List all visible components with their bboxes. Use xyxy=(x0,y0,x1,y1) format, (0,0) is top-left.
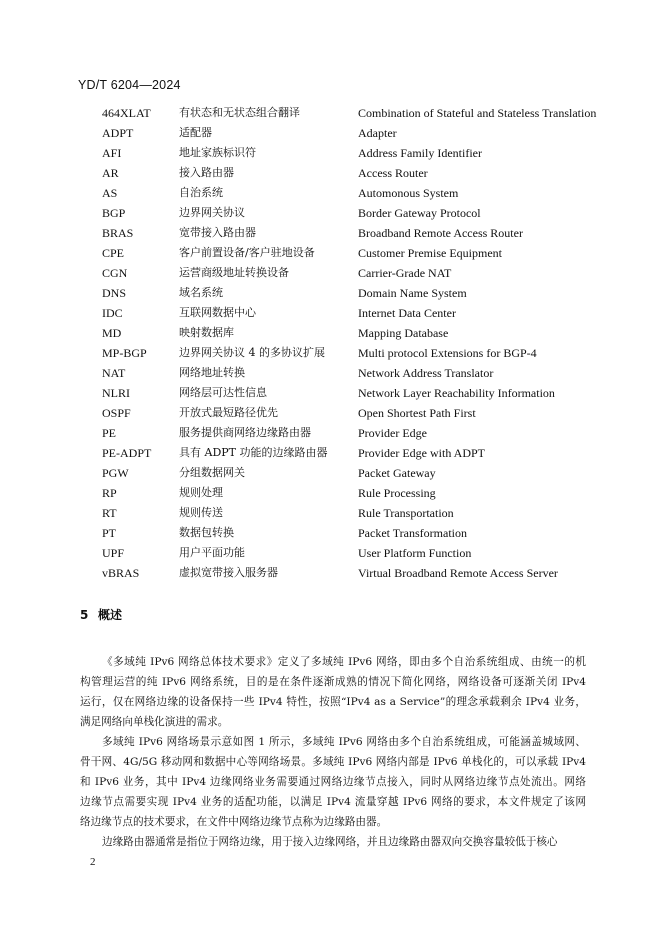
abbreviation-row xyxy=(102,563,622,583)
abbreviation-english-term: Rule Transportation xyxy=(358,506,454,520)
abbreviation-chinese-term: 域名系统 xyxy=(179,286,223,299)
paragraph-line: 和 IPv6 业务，其中 IPv4 边缘网络业务需要通过网络边缘节点接入，同时从网络边缘节点处流出。网络 xyxy=(80,776,586,788)
abbreviation-english-term: Provider Edge xyxy=(358,426,427,440)
abbreviation-chinese-term: 接入路由器 xyxy=(179,166,234,179)
abbreviation-row xyxy=(102,303,622,323)
abbreviation-table xyxy=(102,103,622,583)
abbreviation-row xyxy=(102,523,622,543)
abbreviation-chinese-term: 宽带接入路由器 xyxy=(179,226,256,239)
abbreviation-code: RT xyxy=(102,506,117,520)
abbreviation-code: OSPF xyxy=(102,406,131,420)
abbreviation-code: PT xyxy=(102,526,117,540)
abbreviation-chinese-term: 开放式最短路径优先 xyxy=(179,406,278,419)
abbreviation-english-term: Network Layer Reachability Information xyxy=(358,386,555,400)
paragraph-line: 多域纯 IPv6 网络场景示意如图 1 所示，多域纯 IPv6 网络由多个自治系统组成，可能涵盖城域网、 xyxy=(102,736,586,748)
abbreviation-row xyxy=(102,263,622,283)
abbreviation-chinese-term: 运营商级地址转换设备 xyxy=(179,266,289,279)
abbreviation-row xyxy=(102,243,622,263)
abbreviation-code: PE xyxy=(102,426,117,440)
section-heading xyxy=(80,606,122,623)
abbreviation-row xyxy=(102,123,622,143)
abbreviation-english-term: Customer Premise Equipment xyxy=(358,246,502,260)
abbreviation-chinese-term: 映射数据库 xyxy=(179,326,234,339)
abbreviation-code: BRAS xyxy=(102,226,134,240)
abbreviation-chinese-term: 规则传送 xyxy=(179,506,223,519)
abbreviation-code: BGP xyxy=(102,206,126,220)
abbreviation-english-term: Mapping Database xyxy=(358,326,449,340)
abbreviation-row xyxy=(102,443,622,463)
section-body xyxy=(80,652,586,852)
body-paragraph xyxy=(80,652,586,732)
abbreviation-code: 464XLAT xyxy=(102,106,151,120)
section-title: 概述 xyxy=(98,608,123,622)
abbreviation-chinese-term: 互联网数据中心 xyxy=(179,306,256,319)
abbreviation-chinese-term: 分组数据网关 xyxy=(179,466,245,479)
abbreviation-code: NAT xyxy=(102,366,126,380)
abbreviation-row xyxy=(102,143,622,163)
abbreviation-english-term: Multi protocol Extensions for BGP-4 xyxy=(358,346,537,360)
abbreviation-row xyxy=(102,183,622,203)
paragraph-line: 运行，仅在网络边缘的设备保持一些 IPv4 特性，按照“IPv4 as a Service”的理念承载剩余 IPv4 业务， xyxy=(80,696,586,708)
abbreviation-code: ADPT xyxy=(102,126,134,140)
abbreviation-code: MP-BGP xyxy=(102,346,147,360)
abbreviation-chinese-term: 虚拟宽带接入服务器 xyxy=(179,566,278,579)
abbreviation-code: vBRAS xyxy=(102,566,140,580)
abbreviation-english-term: Access Router xyxy=(358,166,428,180)
abbreviation-code: CPE xyxy=(102,246,125,260)
abbreviation-row xyxy=(102,423,622,443)
paragraph-line: 骨干网、4G/5G 移动网和数据中心等网络场景。多域纯 IPv6 网络内部是 IPv6 单栈化的，可以承载 IPv4 xyxy=(80,756,586,768)
abbreviation-row xyxy=(102,483,622,503)
abbreviation-code: CGN xyxy=(102,266,128,280)
abbreviation-english-term: Provider Edge with ADPT xyxy=(358,446,485,460)
abbreviation-english-term: Broadband Remote Access Router xyxy=(358,226,523,240)
abbreviation-row xyxy=(102,503,622,523)
abbreviation-english-term: Open Shortest Path First xyxy=(358,406,476,420)
abbreviation-row xyxy=(102,543,622,563)
abbreviation-row xyxy=(102,403,622,423)
abbreviation-english-term: Address Family Identifier xyxy=(358,146,482,160)
abbreviation-row xyxy=(102,203,622,223)
abbreviation-row xyxy=(102,343,622,363)
abbreviation-english-term: Virtual Broadband Remote Access Server xyxy=(358,566,558,580)
body-paragraph xyxy=(80,832,586,852)
abbreviation-code: PGW xyxy=(102,466,129,480)
abbreviation-english-term: Internet Data Center xyxy=(358,306,456,320)
document-id-header: YD/T 6204—2024 xyxy=(78,78,181,92)
abbreviation-code: UPF xyxy=(102,546,125,560)
abbreviation-chinese-term: 边界网关协议 xyxy=(179,206,245,219)
paragraph-line: 络边缘节点的技术要求，在文件中网络边缘节点称为边缘路由器。 xyxy=(80,816,388,828)
paragraph-line: 构管理运营的纯 IPv6 网络系统，目的是在条件逐渐成熟的情况下简化网络，网络设备可逐渐关闭 IPv4 xyxy=(80,676,586,688)
abbreviation-chinese-term: 网络层可达性信息 xyxy=(179,386,267,399)
abbreviation-code: AS xyxy=(102,186,118,200)
abbreviation-english-term: Network Address Translator xyxy=(358,366,494,380)
section-number: 5 xyxy=(80,608,89,622)
abbreviation-english-term: Adapter xyxy=(358,126,397,140)
paragraph-line: 边缘路由器通常是指位于网络边缘，用于接入边缘网络，并且边缘路由器双向交换容量较低于核心 xyxy=(102,836,558,848)
abbreviation-chinese-term: 用户平面功能 xyxy=(179,546,245,559)
paragraph-line: 边缘节点需要实现 IPv4 业务的适配功能，以满足 IPv4 流量穿越 IPv6 网络的要求，本文件规定了该网 xyxy=(80,796,586,808)
abbreviation-row xyxy=(102,323,622,343)
abbreviation-row xyxy=(102,283,622,303)
abbreviation-english-term: Packet Transformation xyxy=(358,526,467,540)
abbreviation-chinese-term: 适配器 xyxy=(179,126,212,139)
abbreviation-chinese-term: 有状态和无状态组合翻译 xyxy=(179,106,300,119)
abbreviation-code: DNS xyxy=(102,286,127,300)
abbreviation-english-term: Domain Name System xyxy=(358,286,467,300)
abbreviation-chinese-term: 数据包转换 xyxy=(179,526,234,539)
page-number: 2 xyxy=(90,856,96,868)
abbreviation-chinese-term: 边界网关协议 4 的多协议扩展 xyxy=(179,346,325,359)
abbreviation-chinese-term: 客户前置设备/客户驻地设备 xyxy=(179,246,315,259)
abbreviation-chinese-term: 具有 ADPT 功能的边缘路由器 xyxy=(179,446,328,459)
abbreviation-code: RP xyxy=(102,486,117,500)
abbreviation-code: IDC xyxy=(102,306,123,320)
abbreviation-english-term: Border Gateway Protocol xyxy=(358,206,481,220)
abbreviation-chinese-term: 服务提供商网络边缘路由器 xyxy=(179,426,311,439)
abbreviation-chinese-term: 地址家族标识符 xyxy=(179,146,256,159)
abbreviation-english-term: User Platform Function xyxy=(358,546,472,560)
abbreviation-chinese-term: 网络地址转换 xyxy=(179,366,245,379)
abbreviation-code: NLRI xyxy=(102,386,130,400)
abbreviation-row xyxy=(102,383,622,403)
abbreviation-row xyxy=(102,163,622,183)
abbreviation-chinese-term: 自治系统 xyxy=(179,186,223,199)
abbreviation-row xyxy=(102,463,622,483)
abbreviation-row xyxy=(102,223,622,243)
body-paragraph xyxy=(80,732,586,832)
abbreviation-code: AR xyxy=(102,166,119,180)
abbreviation-code: PE-ADPT xyxy=(102,446,152,460)
abbreviation-chinese-term: 规则处理 xyxy=(179,486,223,499)
paragraph-line: 《多域纯 IPv6 网络总体技术要求》定义了多域纯 IPv6 网络，即由多个自治系统组成、由统一的机 xyxy=(102,656,586,668)
abbreviation-row xyxy=(102,363,622,383)
abbreviation-english-term: Packet Gateway xyxy=(358,466,436,480)
abbreviation-row xyxy=(102,103,622,123)
abbreviation-english-term: Rule Processing xyxy=(358,486,436,500)
paragraph-line: 满足网络向单栈化演进的需求。 xyxy=(80,716,229,728)
abbreviation-code: AFI xyxy=(102,146,122,160)
abbreviation-english-term: Carrier-Grade NAT xyxy=(358,266,452,280)
abbreviation-code: MD xyxy=(102,326,122,340)
abbreviation-english-term: Automonous System xyxy=(358,186,459,200)
abbreviation-english-term: Combination of Stateful and Stateless Translation xyxy=(358,106,597,120)
